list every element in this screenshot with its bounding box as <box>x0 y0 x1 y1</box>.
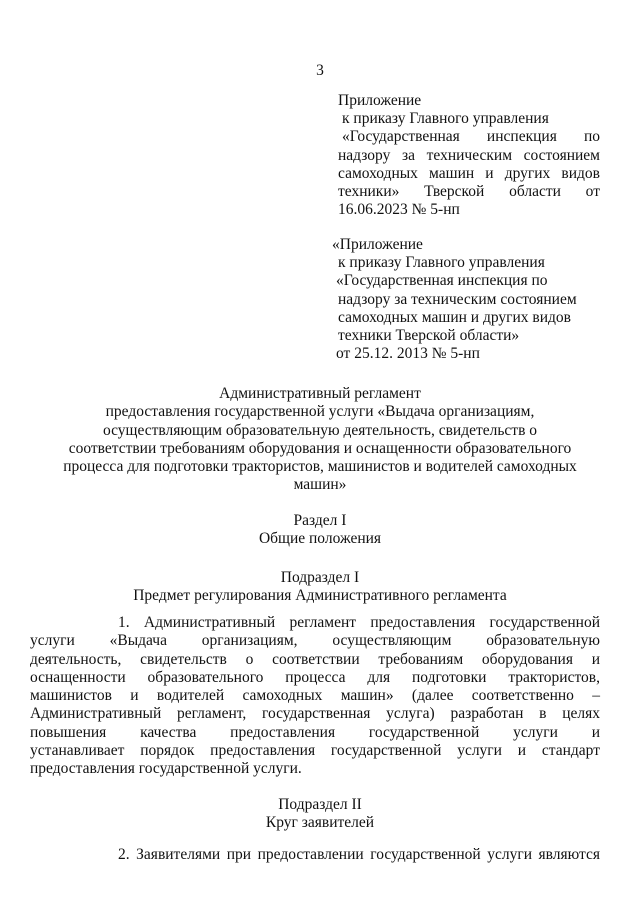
paragraph-line: услуги «Выдача организациям, осуществляющим образовательную <box>30 632 600 650</box>
appendix-line: самоходных машин и других видов <box>338 308 571 326</box>
document-title <box>40 385 600 495</box>
page-number: 3 <box>316 62 324 79</box>
appendix-line: надзору за техническим состоянием <box>338 290 577 308</box>
section-heading <box>40 512 600 549</box>
paragraph-line: деятельность, свидетельств о соответствии требованиям оборудования и <box>30 650 600 668</box>
appendix-line: надзору за техническим состоянием <box>338 146 600 164</box>
appendix-line: к приказу Главного управления <box>342 110 549 128</box>
paragraph-line: предоставления государственной услуги. <box>30 760 302 778</box>
paragraph-2 <box>88 846 600 864</box>
title-line: Административный регламент <box>219 385 421 402</box>
appendix-line: Приложение <box>338 92 422 109</box>
subsection-heading <box>40 569 600 606</box>
appendix-line: к приказу Главного управления <box>338 254 545 272</box>
paragraph-line: 1. Административный регламент предоставления государственной <box>118 614 600 631</box>
section-subtitle: Общие положения <box>258 530 382 548</box>
paragraph-line: 2. Заявителями при предоставлении государственной услуги являются <box>118 846 600 863</box>
subsection-subtitle: Предмет регулирования Административного регламента <box>133 587 507 605</box>
subsection-heading <box>40 796 600 833</box>
appendix-line: техники Тверской области» <box>338 327 520 345</box>
paragraph-line: устанавливает порядок предоставления государственной услуги и стандарт <box>30 742 600 760</box>
appendix-header-new <box>338 92 600 219</box>
appendix-line: «Государственная инспекция по <box>342 128 600 146</box>
appendix-line: техники» Тверской области от <box>338 183 600 201</box>
appendix-line: 16.06.2023 № 5-нп <box>338 201 460 219</box>
appendix-line: от 25.12. 2013 № 5-нп <box>336 345 480 363</box>
subsection-subtitle: Круг заявителей <box>265 814 375 832</box>
appendix-line: «Государственная инспекция по <box>336 272 548 290</box>
paragraph-line: оснащенности образовательного процесса для подготовки трактористов, <box>30 668 600 686</box>
appendix-line: самоходных машин и других видов <box>338 164 600 182</box>
paragraph-line: машинистов и водителей самоходных машин» (далее соответственно – <box>30 687 600 705</box>
subsection-title: Подраздел II <box>278 796 362 813</box>
subsection-title: Подраздел I <box>280 569 360 586</box>
title-line: предоставления государственной услуги «Выдача организациям, <box>105 403 535 421</box>
title-line: осуществляющим образовательную деятельность, свидетельств о <box>102 421 538 439</box>
title-line: процесса для подготовки трактористов, машинистов и водителей самоходных <box>63 458 577 476</box>
title-line: машин» <box>293 476 347 494</box>
paragraph-1 <box>30 614 600 779</box>
paragraph-line: Административный регламент, государственная услуга) разработан в целях <box>30 705 600 723</box>
title-line: соответствии требованиям оборудования и оснащенности образовательного <box>68 439 572 457</box>
paragraph-line: повышения качества предоставления государственной услуги и <box>30 723 600 741</box>
appendix-line: «Приложение <box>332 236 423 253</box>
appendix-header-old <box>332 236 600 363</box>
section-title: Раздел I <box>293 512 347 529</box>
